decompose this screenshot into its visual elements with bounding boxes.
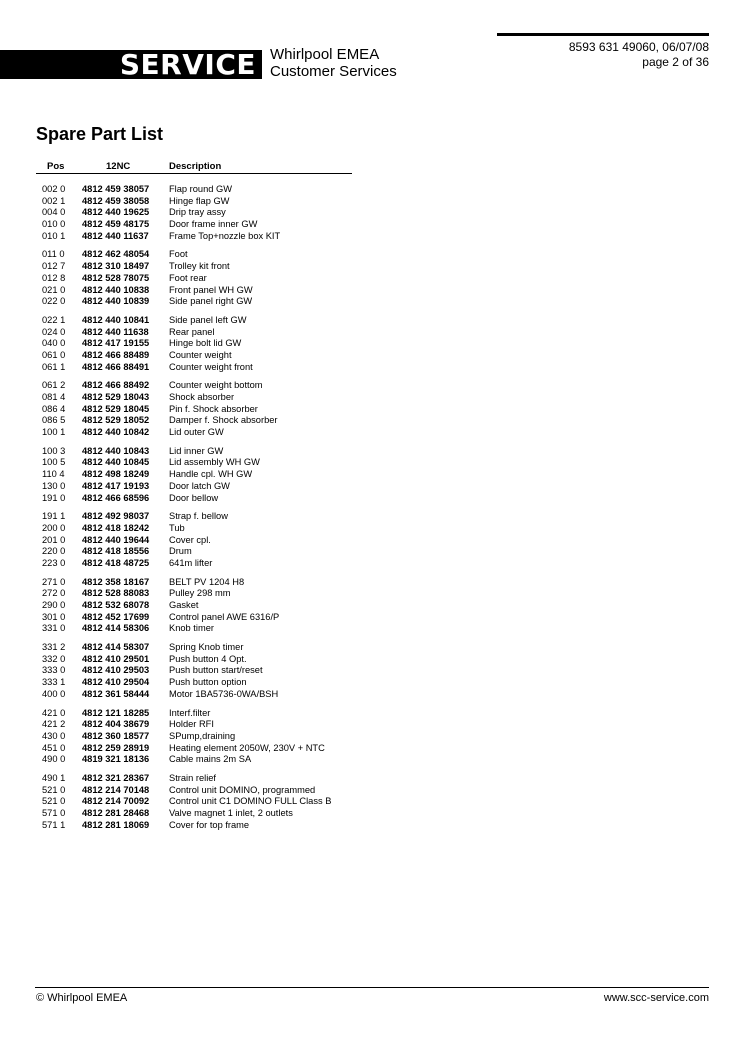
table-row xyxy=(0,743,400,755)
part-group xyxy=(0,446,400,504)
part-description: Door latch GW xyxy=(169,480,230,491)
part-12nc: 4812 529 18043 xyxy=(82,392,150,402)
part-12nc: 4812 410 29503 xyxy=(82,665,150,676)
part-12nc: 4812 466 88492 xyxy=(82,380,150,391)
table-row xyxy=(0,350,400,362)
company-name xyxy=(270,46,397,80)
part-12nc: 4812 440 10842 xyxy=(82,427,150,438)
column-header-pos: Pos xyxy=(47,161,65,172)
part-description: Push button option xyxy=(169,677,247,688)
company-line-1: Whirlpool EMEA xyxy=(270,46,380,63)
part-12nc: 4812 498 18249 xyxy=(82,469,150,480)
part-description: Door bellow xyxy=(169,492,219,503)
part-position: 430 0 xyxy=(42,730,66,741)
part-12nc: 4812 440 10838 xyxy=(82,284,150,295)
part-position: 333 1 xyxy=(42,677,66,688)
part-position: 272 0 xyxy=(42,588,66,599)
part-12nc: 4812 410 29504 xyxy=(82,677,150,688)
table-row xyxy=(0,708,400,720)
part-position: 201 0 xyxy=(42,534,66,545)
table-row xyxy=(0,285,400,297)
part-12nc: 4812 417 19155 xyxy=(82,338,150,349)
part-description: Foot xyxy=(169,249,188,260)
part-description: Rear panel xyxy=(169,326,215,337)
part-position: 012 7 xyxy=(42,261,66,272)
part-position: 290 0 xyxy=(42,600,66,610)
part-position: 571 1 xyxy=(42,819,66,830)
part-description: Foot rear xyxy=(169,272,207,283)
part-description: Pin f. Shock absorber xyxy=(169,403,258,414)
part-position: 490 0 xyxy=(42,754,66,765)
page-number: page 2 of 36 xyxy=(642,55,709,69)
table-row xyxy=(0,184,400,196)
part-description: Counter weight bottom xyxy=(169,380,263,391)
table-row xyxy=(0,362,400,374)
table-row xyxy=(0,731,400,743)
table-row xyxy=(0,493,400,505)
service-logo-bar xyxy=(0,50,262,79)
table-row xyxy=(0,249,400,261)
part-12nc: 4819 321 18136 xyxy=(82,754,150,765)
table-row xyxy=(0,588,400,600)
table-row xyxy=(0,523,400,535)
part-12nc: 4812 281 18069 xyxy=(82,819,150,830)
part-description: Drum xyxy=(169,546,192,557)
table-row xyxy=(0,427,400,439)
page-title: Spare Part List xyxy=(36,124,164,144)
part-position: 004 0 xyxy=(42,207,66,218)
part-12nc: 4812 528 88083 xyxy=(82,588,150,599)
part-12nc: 4812 440 10843 xyxy=(82,445,150,456)
part-position: 100 1 xyxy=(42,427,66,438)
table-row xyxy=(0,546,400,558)
part-position: 301 0 xyxy=(42,611,66,622)
part-12nc: 4812 214 70092 xyxy=(82,796,150,807)
part-description: Drip tray assy xyxy=(169,207,226,218)
part-description: Handle cpl. WH GW xyxy=(169,469,253,480)
part-group xyxy=(0,511,400,569)
part-group xyxy=(0,773,400,831)
part-position: 521 0 xyxy=(42,784,66,795)
part-12nc: 4812 259 28919 xyxy=(82,742,150,753)
footer-website: www.scc-service.com xyxy=(603,992,709,1004)
table-row xyxy=(0,446,400,458)
part-position: 331 0 xyxy=(42,623,66,634)
table-row xyxy=(0,404,400,416)
part-12nc: 4812 414 58307 xyxy=(82,642,150,653)
part-12nc: 4812 440 19625 xyxy=(82,207,150,218)
part-position: 021 0 xyxy=(42,284,66,295)
part-description: Holder RFI xyxy=(169,719,214,730)
part-description: Lid inner GW xyxy=(169,445,224,456)
part-description: Tub xyxy=(169,522,185,533)
company-line-2: Customer Services xyxy=(270,63,397,80)
part-description: Hinge flap GW xyxy=(169,195,230,206)
part-12nc: 4812 410 29501 xyxy=(82,653,150,664)
part-description: Flap round GW xyxy=(169,184,233,194)
part-12nc: 4812 440 19644 xyxy=(82,534,150,545)
part-12nc: 4812 414 58306 xyxy=(82,623,150,634)
part-position: 421 2 xyxy=(42,719,66,730)
part-position: 220 0 xyxy=(42,546,66,557)
table-row xyxy=(0,315,400,327)
part-12nc: 4812 529 18052 xyxy=(82,415,150,426)
part-12nc: 4812 532 68078 xyxy=(82,600,150,610)
table-row xyxy=(0,261,400,273)
part-description: Counter weight front xyxy=(169,361,253,372)
part-position: 061 2 xyxy=(42,380,66,391)
table-row xyxy=(0,623,400,635)
part-description: Interf.filter xyxy=(169,707,211,718)
part-description: Knob timer xyxy=(169,623,214,634)
part-position: 010 0 xyxy=(42,219,66,230)
part-description: Counter weight xyxy=(169,349,232,360)
part-12nc: 4812 492 98037 xyxy=(82,511,150,522)
part-group xyxy=(0,708,400,766)
part-12nc: 4812 440 10839 xyxy=(82,296,150,307)
part-12nc: 4812 459 38057 xyxy=(82,184,150,194)
column-header-description: Description xyxy=(169,161,222,172)
part-position: 400 0 xyxy=(42,688,66,699)
part-position: 002 1 xyxy=(42,195,66,206)
part-position: 024 0 xyxy=(42,326,66,337)
part-12nc: 4812 462 48054 xyxy=(82,249,150,260)
part-description: Cover for top frame xyxy=(169,819,250,830)
table-row xyxy=(0,754,400,766)
table-row xyxy=(0,677,400,689)
part-description: Control unit C1 DOMINO FULL Class B xyxy=(169,796,332,807)
part-position: 100 3 xyxy=(42,445,66,456)
part-position: 010 1 xyxy=(42,230,66,241)
part-12nc: 4812 417 19193 xyxy=(82,480,150,491)
part-12nc: 4812 214 70148 xyxy=(82,784,150,795)
part-description: Valve magnet 1 inlet, 2 outlets xyxy=(169,808,293,818)
part-12nc: 4812 360 18577 xyxy=(82,730,150,741)
part-position: 011 0 xyxy=(42,249,65,260)
table-row xyxy=(0,511,400,523)
table-row xyxy=(0,600,400,612)
part-12nc: 4812 466 88489 xyxy=(82,349,150,360)
service-label: SERVICE xyxy=(119,50,256,79)
part-group xyxy=(0,315,400,373)
part-position: 022 0 xyxy=(42,296,66,307)
part-position: 002 0 xyxy=(42,184,66,194)
table-row xyxy=(0,196,400,208)
table-row xyxy=(0,327,400,339)
part-group xyxy=(0,380,400,438)
part-description: Hinge bolt lid GW xyxy=(169,338,242,349)
part-position: 521 0 xyxy=(42,796,66,807)
part-12nc: 4812 529 18045 xyxy=(82,403,150,414)
part-position: 451 0 xyxy=(42,742,66,753)
part-12nc: 4812 459 48175 xyxy=(82,219,150,230)
part-description: Strap f. bellow xyxy=(169,511,228,522)
part-12nc: 4812 440 11638 xyxy=(82,326,149,337)
table-row xyxy=(0,796,400,808)
part-12nc: 4812 418 18556 xyxy=(82,546,150,557)
part-position: 012 8 xyxy=(42,272,66,283)
table-row xyxy=(0,273,400,285)
part-group xyxy=(0,249,400,307)
table-row xyxy=(0,535,400,547)
table-row xyxy=(0,558,400,570)
part-description: Front panel WH GW xyxy=(169,284,253,295)
part-position: 571 0 xyxy=(42,808,66,818)
table-row xyxy=(0,207,400,219)
part-description: Control unit DOMINO, programmed xyxy=(169,784,316,795)
part-position: 271 0 xyxy=(42,576,66,587)
part-description: Door frame inner GW xyxy=(169,219,258,230)
part-position: 110 4 xyxy=(42,469,65,480)
part-position: 191 1 xyxy=(42,511,66,522)
table-row xyxy=(0,231,400,243)
part-12nc: 4812 466 88491 xyxy=(82,361,150,372)
header-rule xyxy=(497,33,709,36)
table-row xyxy=(0,392,400,404)
part-group xyxy=(0,642,400,700)
part-12nc: 4812 404 38679 xyxy=(82,719,150,730)
part-12nc: 4812 440 10841 xyxy=(82,314,150,325)
part-12nc: 4812 418 18242 xyxy=(82,522,150,533)
table-row xyxy=(0,296,400,308)
part-description: BELT PV 1204 H8 xyxy=(169,576,245,587)
part-position: 191 0 xyxy=(42,492,66,503)
part-description: Trolley kit front xyxy=(169,261,230,272)
part-12nc: 4812 358 18167 xyxy=(82,576,150,587)
part-description: Cover cpl. xyxy=(169,534,211,545)
part-description: Spring Knob timer xyxy=(169,642,244,653)
document-reference xyxy=(569,40,709,70)
part-position: 081 4 xyxy=(42,392,66,402)
part-position: 086 4 xyxy=(42,403,66,414)
part-position: 022 1 xyxy=(42,314,66,325)
part-description: Frame Top+nozzle box KIT xyxy=(169,230,281,241)
part-group xyxy=(0,577,400,635)
part-12nc: 4812 310 18497 xyxy=(82,261,150,272)
part-group xyxy=(0,184,400,242)
table-row xyxy=(0,481,400,493)
part-12nc: 4812 418 48725 xyxy=(82,557,150,568)
table-header-rule xyxy=(36,173,352,174)
part-12nc: 4812 440 10845 xyxy=(82,457,150,468)
part-description: Strain relief xyxy=(169,772,217,783)
part-description: Heating element 2050W, 230V + NTC xyxy=(169,742,325,753)
part-description: Control panel AWE 6316/P xyxy=(169,611,280,622)
part-12nc: 4812 466 68596 xyxy=(82,492,150,503)
part-description: Motor 1BA5736-0WA/BSH xyxy=(169,688,279,699)
part-description: Lid outer GW xyxy=(169,427,224,438)
table-row xyxy=(0,457,400,469)
part-description: Pulley 298 mm xyxy=(169,588,231,599)
part-description: SPump,draining xyxy=(169,730,236,741)
footer-copyright: © Whirlpool EMEA xyxy=(36,992,128,1004)
part-description: Push button 4 Opt. xyxy=(169,653,247,664)
part-position: 100 5 xyxy=(42,457,66,468)
part-12nc: 4812 121 18285 xyxy=(82,707,150,718)
table-row xyxy=(0,380,400,392)
part-description: Side panel right GW xyxy=(169,296,253,307)
part-12nc: 4812 528 78075 xyxy=(82,272,150,283)
part-position: 061 1 xyxy=(42,361,66,372)
part-position: 490 1 xyxy=(42,772,66,783)
table-row xyxy=(0,785,400,797)
table-row xyxy=(0,654,400,666)
table-row xyxy=(0,808,400,820)
table-row xyxy=(0,689,400,701)
table-row xyxy=(0,820,400,832)
table-row xyxy=(0,719,400,731)
table-row xyxy=(0,338,400,350)
table-row xyxy=(0,577,400,589)
table-row xyxy=(0,469,400,481)
table-row xyxy=(0,773,400,785)
part-position: 332 0 xyxy=(42,653,66,664)
part-position: 200 0 xyxy=(42,522,66,533)
part-12nc: 4812 459 38058 xyxy=(82,195,150,206)
part-position: 130 0 xyxy=(42,480,66,491)
part-position: 061 0 xyxy=(42,349,66,360)
part-description: Side panel left GW xyxy=(169,314,247,325)
table-row xyxy=(0,612,400,624)
part-12nc: 4812 361 58444 xyxy=(82,688,150,699)
doc-ref: 8593 631 49060, 06/07/08 xyxy=(568,40,709,54)
part-position: 421 0 xyxy=(42,707,66,718)
part-12nc: 4812 452 17699 xyxy=(82,611,150,622)
table-row xyxy=(0,665,400,677)
part-12nc: 4812 281 28468 xyxy=(82,808,150,818)
column-header-12nc: 12NC xyxy=(106,161,131,172)
footer-rule xyxy=(35,987,709,988)
part-description: Push button start/reset xyxy=(169,665,263,676)
part-description: Cable mains 2m SA xyxy=(169,754,252,765)
table-row xyxy=(0,415,400,427)
part-description: Lid assembly WH GW xyxy=(169,457,260,468)
part-position: 086 5 xyxy=(42,415,66,426)
part-description: Damper f. Shock absorber xyxy=(169,415,278,426)
part-position: 333 0 xyxy=(42,665,66,676)
table-row xyxy=(0,642,400,654)
part-position: 223 0 xyxy=(42,557,66,568)
parts-table xyxy=(0,184,400,838)
part-description: Shock absorber xyxy=(169,392,235,402)
part-description: 641m lifter xyxy=(169,557,213,568)
part-12nc: 4812 440 11637 xyxy=(82,230,149,241)
part-position: 040 0 xyxy=(42,338,66,349)
part-12nc: 4812 321 28367 xyxy=(82,772,150,783)
part-position: 331 2 xyxy=(42,642,66,653)
table-row xyxy=(0,219,400,231)
part-description: Gasket xyxy=(169,600,199,610)
